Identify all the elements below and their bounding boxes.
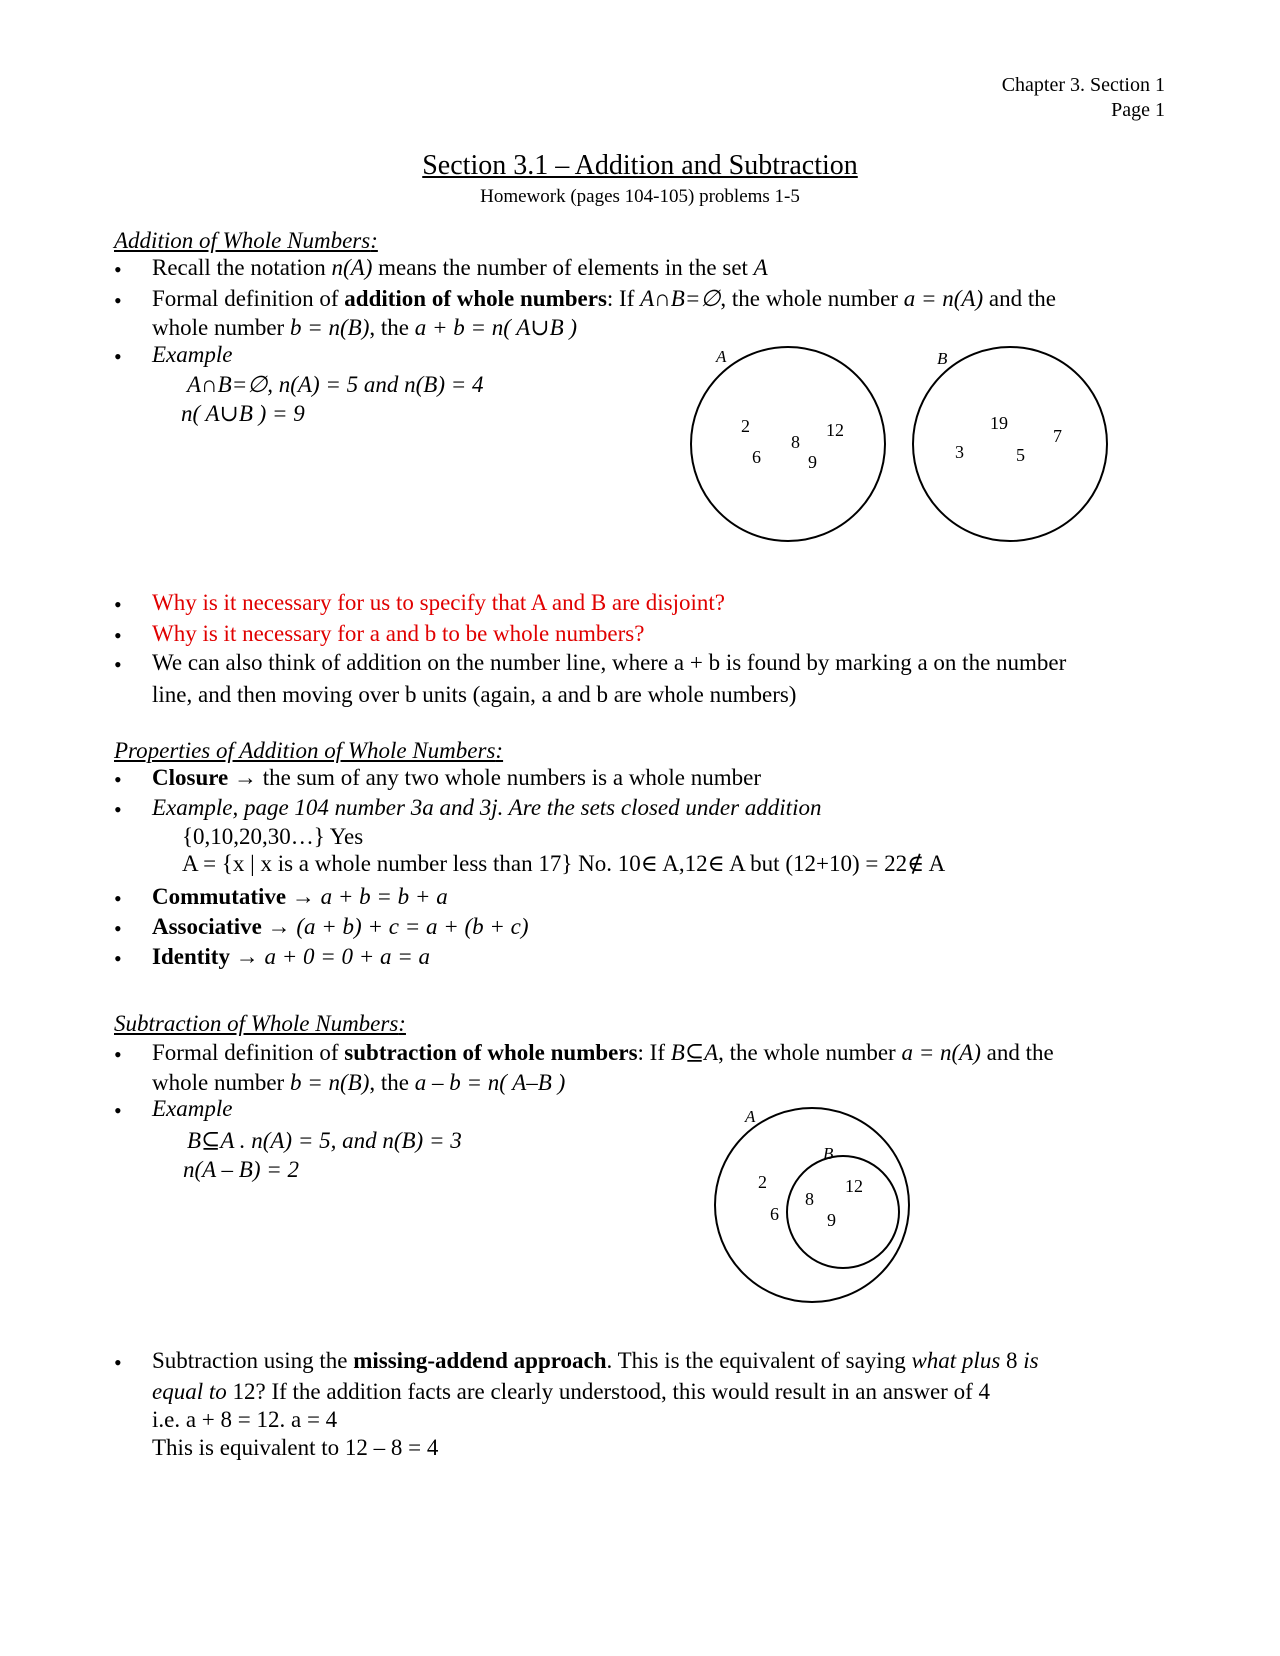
- closure-set-1: {0,10,20,30…} Yes: [182, 824, 364, 849]
- bullet-icon: •: [114, 623, 122, 648]
- recall-notation-text: Recall the notation n(A) means the number of elements in the set A: [152, 255, 768, 280]
- question-disjoint: Why is it necessary for us to specify that A and B are disjoint?: [152, 590, 725, 615]
- missing-addend-line4: This is equivalent to 12 – 8 = 4: [152, 1435, 439, 1460]
- page-title: Section 3.1 – Addition and Subtraction: [422, 150, 858, 181]
- section-heading-properties: Properties of Addition of Whole Numbers:: [114, 738, 504, 763]
- bullet-icon: •: [114, 592, 122, 617]
- bullet-icon: •: [114, 257, 122, 282]
- venn-diagram-subset: [700, 1095, 930, 1320]
- bullet-icon: •: [114, 1350, 122, 1375]
- set-b-label: B: [823, 1144, 834, 1163]
- set-b-label: B: [937, 349, 948, 368]
- outer-element: 6: [770, 1204, 779, 1224]
- section-heading-addition: Addition of Whole Numbers:: [114, 228, 378, 253]
- set-a-element: 12: [826, 420, 844, 440]
- set-a-element: 6: [752, 447, 761, 467]
- arrow-icon: →: [234, 765, 257, 790]
- set-b-circle: [787, 1156, 899, 1268]
- set-b-element: 7: [1053, 426, 1062, 446]
- commutative-property: Commutative → a + b = b + a: [152, 884, 448, 909]
- header-page: Page 1: [1111, 99, 1165, 121]
- missing-addend-line1: Subtraction using the missing-addend approach. This is the equivalent of saying what plus 8 is: [152, 1348, 1039, 1373]
- page-subtitle: Homework (pages 104-105) problems 1-5: [480, 186, 800, 207]
- number-line-text-line1: We can also think of addition on the number line, where a + b is found by marking a on the number: [152, 650, 1067, 675]
- missing-addend-line2: equal to 12? If the addition facts are clearly understood, this would result in an answer of 4: [152, 1379, 990, 1404]
- set-a-label: A: [745, 1107, 756, 1126]
- outer-element: 2: [758, 1172, 767, 1192]
- question-whole-numbers: Why is it necessary for a and b to be whole numbers?: [152, 621, 645, 646]
- bullet-icon: •: [114, 886, 122, 911]
- subtraction-example-line1: B⊆A . n(A) = 5, and n(B) = 3: [187, 1128, 462, 1153]
- bullet-icon: •: [114, 797, 122, 822]
- bullet-icon: •: [114, 916, 122, 941]
- set-a-element: 9: [808, 452, 817, 472]
- addition-example-line2: n( A∪B ) = 9: [181, 401, 305, 426]
- section-heading-subtraction: Subtraction of Whole Numbers:: [114, 1011, 406, 1036]
- arrow-icon: →: [267, 914, 291, 939]
- closure-property: Closure → the sum of any two whole numbers is a whole number: [152, 765, 761, 790]
- addition-example-line1: A∩B=∅, n(A) = 5 and n(B) = 4: [187, 372, 484, 397]
- addition-definition-line2: whole number b = n(B), the a + b = n( A∪B ): [152, 315, 578, 340]
- arrow-icon: →: [291, 884, 315, 909]
- bullet-icon: •: [114, 652, 122, 677]
- example-label: Example: [152, 342, 233, 367]
- subtraction-definition-line2: whole number b = n(B), the a – b = n( A–B ): [152, 1070, 566, 1095]
- associative-property: Associative → (a + b) + c = a + (b + c): [152, 914, 529, 939]
- missing-addend-line3: i.e. a + 8 = 12. a = 4: [152, 1407, 338, 1432]
- closure-set-2: A = {x | x is a whole number less than 17} No. 10∈ A,12∈ A but (12+10) = 22∉ A: [182, 851, 946, 876]
- bullet-icon: •: [114, 946, 122, 971]
- inner-element: 12: [845, 1176, 863, 1196]
- bullet-icon: •: [114, 288, 122, 313]
- example-label: Example: [152, 1096, 233, 1121]
- arrow-icon: →: [235, 944, 259, 969]
- set-b-element: 3: [955, 442, 964, 462]
- bullet-icon: •: [114, 344, 122, 369]
- set-a-element: 2: [741, 416, 750, 436]
- number-line-text-line2: line, and then moving over b units (again, a and b are whole numbers): [152, 682, 797, 707]
- bullet-icon: •: [114, 1098, 122, 1123]
- inner-element: 8: [805, 1189, 814, 1209]
- set-a-circle: [691, 347, 885, 541]
- identity-property: Identity → a + 0 = 0 + a = a: [152, 944, 431, 969]
- addition-definition-line1: Formal definition of addition of whole numbers: If A∩B=∅, the whole number a = n(A) and the: [152, 286, 1056, 311]
- inner-element: 9: [827, 1210, 836, 1230]
- subtraction-definition-line1: Formal definition of subtraction of whole numbers: If B⊆A, the whole number a = n(A) and the: [152, 1040, 1054, 1065]
- venn-diagram-disjoint: [690, 340, 1130, 550]
- subtraction-example-line2: n(A – B) = 2: [183, 1157, 300, 1182]
- set-b-element: 5: [1016, 445, 1025, 465]
- set-a-element: 8: [791, 432, 800, 452]
- closure-example: Example, page 104 number 3a and 3j. Are the sets closed under addition: [152, 795, 822, 820]
- header-chapter: Chapter 3. Section 1: [1001, 74, 1165, 96]
- set-a-label: A: [716, 347, 727, 366]
- set-b-circle: [913, 347, 1107, 541]
- bullet-icon: •: [114, 767, 122, 792]
- bullet-icon: •: [114, 1042, 122, 1067]
- set-b-element: 19: [990, 413, 1008, 433]
